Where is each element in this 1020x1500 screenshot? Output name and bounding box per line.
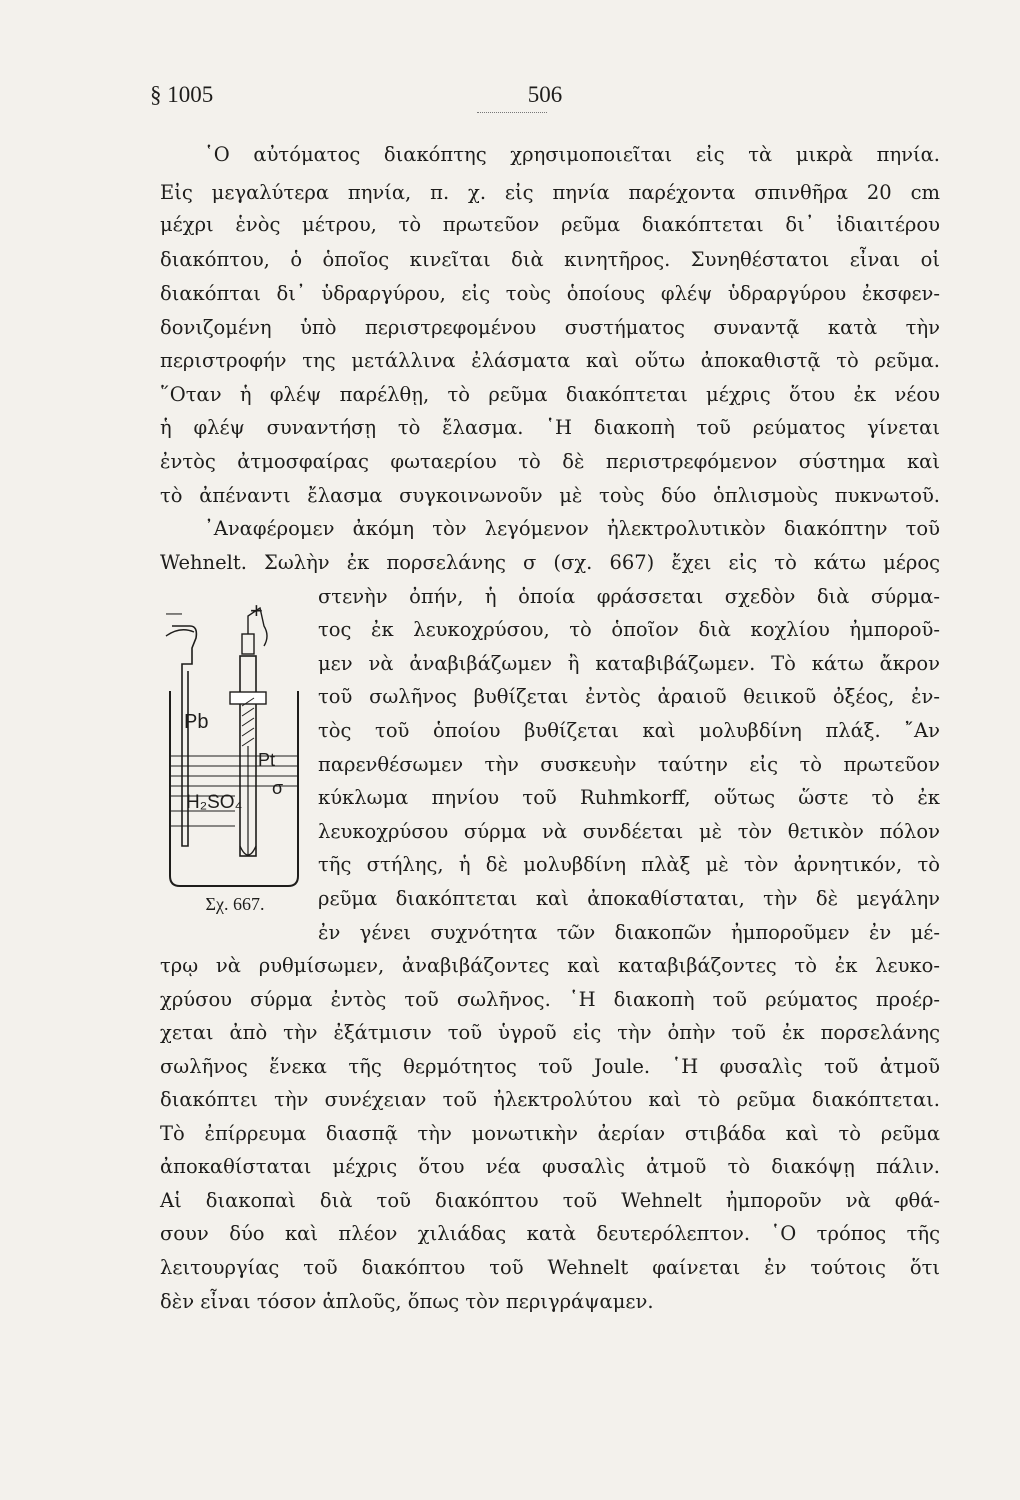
text-line: τρῳ νὰ ρυθμίσωμεν, ἀναβιβάζοντες καὶ καταβιβάζοντες τὸ ἐκ λευκο- [160,954,940,977]
text-line: ἡ φλέψ συναντήσῃ τὸ ἔλασμα. ῾Η διακοπὴ τοῦ ρεύματος γίνεται [160,416,940,439]
text-line: ᾽Αναφέρομεν ἀκόμη τὸν λεγόμενον ἠλεκτρολυτικὸν διακόπτην τοῦ [204,517,940,540]
running-header [150,82,940,118]
page-number: 506 [527,82,563,107]
pb-label: Pb [184,711,209,733]
text-line: κύκλωμα πηνίου τοῦ Ruhmkorff, οὕτως ὥστε τὸ ἐκ [318,786,940,809]
text-line: ἐν γένει συχνότητα τῶν διακοπῶν ἠμποροῦμεν ἐν μέ- [318,921,940,944]
sigma-label: σ [272,778,284,798]
figure-667 [160,596,310,916]
text-line: δονιζομένη ὑπὸ περιστρεφομένου συστήματος συναντᾷ κατὰ τὴν [160,316,940,339]
text-line: λευκοχρύσου σύρμα νὰ συνδέεται μὲ τὸν θετικὸν πόλον [318,820,940,843]
text-line: σωλῆνος ἕνεκα τῆς θερμότητος τοῦ Joule. ῾Η φυσαλὶς τοῦ ἀτμοῦ [160,1055,940,1078]
text-line: τὸ ἀπέναντι ἔλασμα συγκοινωνοῦν μὲ τοὺς δύο ὁπλισμοὺς πυκνωτοῦ. [160,484,940,507]
lead-plate [172,626,196,846]
text-line: τος ἐκ λευκοχρύσου, τὸ ὁποῖον διὰ κοχλίου ἠμποροῦ- [318,618,940,641]
text-line: ῞Οταν ἡ φλέψ παρέλθῃ, τὸ ρεῦμα διακόπτεται μέχρις ὅτου ἐκ νέου [160,383,940,406]
text-line: διακόπτου, ὁ ὁποῖος κινεῖται διὰ κινητῆρος. Συνηθέστατοι εἶναι οἱ [160,248,940,271]
plus-label: + [250,598,263,623]
text-line: σουν δύο καὶ πλέον χιλιάδας κατὰ δευτερόλεπτον. ῾Ο τρόπος τῆς [160,1222,940,1245]
text-line: χεται ἀπὸ τὴν ἐξάτμισιν τοῦ ὑγροῦ εἰς τὴν ὀπὴν τοῦ ἐκ πορσελάνης [160,1021,940,1044]
section-number: § 1005 [150,82,214,107]
text-line: ῾Ο αὐτόματος διακόπτης χρησιμοποιεῖται εἰς τὰ μικρὰ πηνία. [204,143,940,166]
minus-label: — [166,605,182,622]
page-number-rule [477,112,547,113]
text-line: παρενθέσωμεν τὴν συσκευὴν ταύτην εἰς τὸ πρωτεῦον [318,753,940,776]
text-line: ἐντὸς ἀτμοσφαίρας φωταερίου τὸ δὲ περιστρεφόμενον σύστημα καὶ [160,450,940,473]
text-line: μεν νὰ ἀναβιβάζωμεν ἢ καταβιβάζωμεν. Τὸ κάτω ἄκρον [318,652,940,675]
text-line: ρεῦμα διακόπτεται καὶ ἀποκαθίσταται, τὴν δὲ μεγάλην [318,887,940,910]
text-line: Εἰς μεγαλύτερα πηνία, π. χ. εἰς πηνία παρέχοντα σπινθῆρα 20 cm [160,181,940,204]
text-line: τοῦ σωλῆνος βυθίζεται ἐντὸς ἀραιοῦ θειικοῦ ὀξέος, ἐν- [318,685,940,708]
text-line: ἀποκαθίσταται μέχρις ὅτου νέα φυσαλὶς ἀτμοῦ τὸ διακόψῃ πάλιν. [160,1155,940,1178]
text-line: λειτουργίας τοῦ διακόπτου τοῦ Wehnelt φαίνεται ἐν τούτοις ὅτι [160,1256,940,1279]
text-line: διακόπτει τὴν συνέχειαν τοῦ ἠλεκτρολύτου καὶ τὸ ρεῦμα διακόπτεται. [160,1088,940,1111]
text-line: διακόπται δι᾽ ὑδραργύρου, εἰς τοὺς ὁποίους φλέψ ὑδραργύρου ἐκσφεν- [160,282,940,305]
text-line: στενὴν ὀπήν, ἡ ὁποία φράσσεται σχεδὸν διὰ σύρμα- [318,585,940,608]
wehnelt-interrupter-diagram [160,596,310,896]
figure-caption: Σχ. 667. [205,894,265,914]
text-line: Wehnelt. Σωλὴν ἐκ πορσελάνης σ (σχ. 667) ἔχει εἰς τὸ κάτω μέρος [160,551,940,574]
text-line: μέχρι ἑνὸς μέτρου, τὸ πρωτεῦον ρεῦμα διακόπτεται δι᾽ ἰδιαιτέρου [160,213,940,236]
text-line: χρύσου σύρμα ἐντὸς τοῦ σωλῆνος. ῾Η διακοπὴ τοῦ ρεύματος προέρ- [160,988,940,1011]
acid-label: H₂SO₄ [186,792,243,813]
screw-head [242,634,254,654]
pt-label: Pt [258,750,276,770]
screw-thread [242,698,254,746]
text-line: δὲν εἶναι τόσον ἁπλοῦς, ὅπως τὸν περιγράψαμεν. [160,1290,654,1313]
text-line: περιστροφήν της μετάλλινα ἐλάσματα καὶ οὕτω ἀποκαθιστᾷ τὸ ρεῦμα. [160,349,940,372]
text-line: Αἱ διακοπαὶ διὰ τοῦ διακόπτου τοῦ Wehnelt ἠμποροῦν νὰ φθά- [160,1189,940,1212]
text-line: τῆς στήλης, ἡ δὲ μολυβδίνη πλὰξ μὲ τὸν ἀρνητικόν, τὸ [318,853,940,876]
text-line: Τὸ ἐπίρρευμα διασπᾷ τὴν μονωτικὴν ἀερίαν στιβάδα καὶ τὸ ρεῦμα [160,1122,940,1145]
text-line: τὸς τοῦ ὁποίου βυθίζεται καὶ μολυβδίνη πλάξ. ῎Αν [318,719,940,742]
